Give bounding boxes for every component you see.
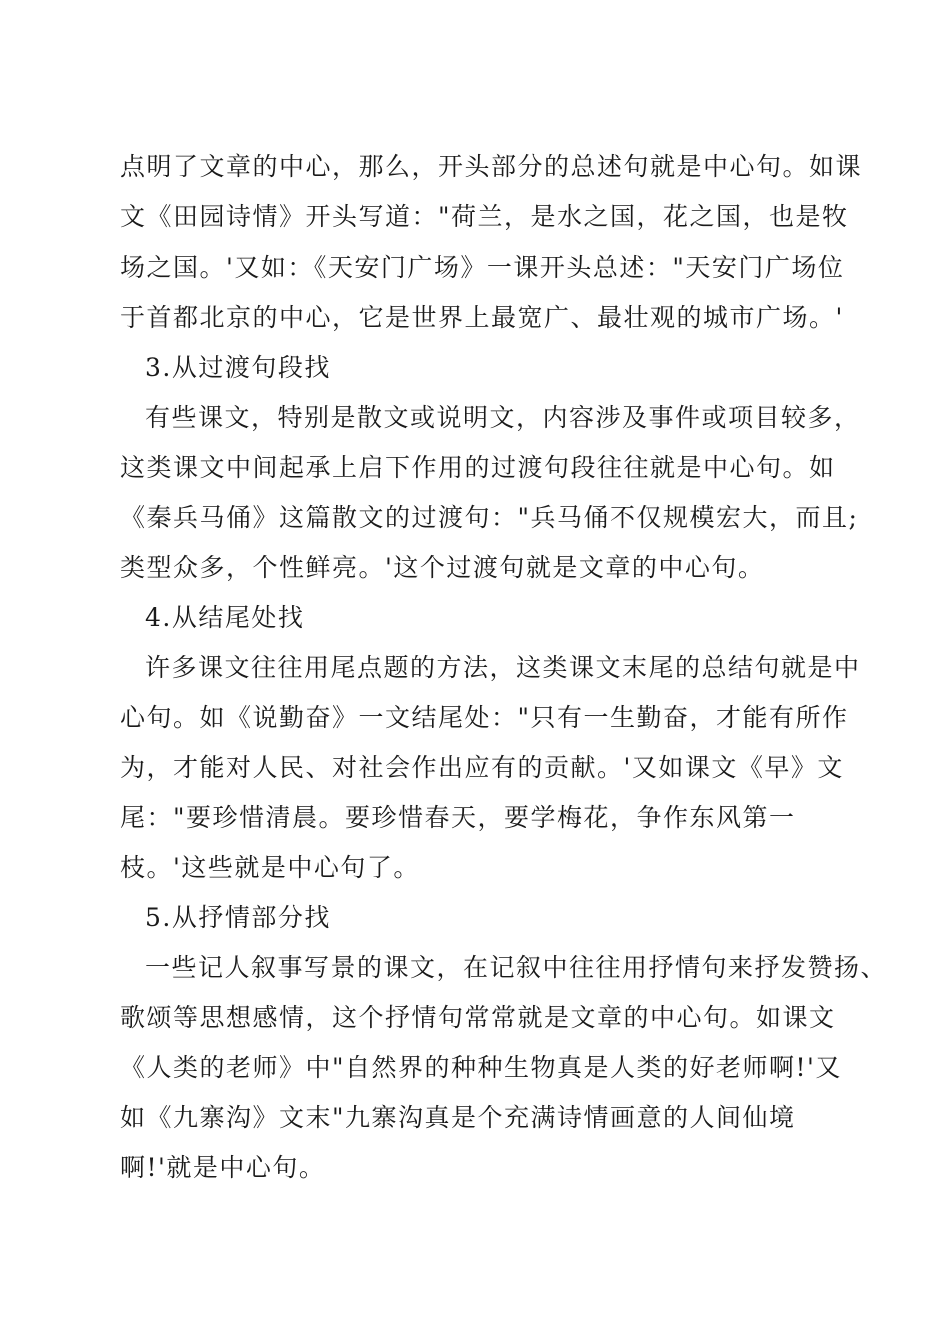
paragraph-line: 场之国。'又如：《天安门广场》一课开头总述："天安门广场位: [120, 253, 845, 282]
paragraph-line: 啊!'就是中心句。: [120, 1153, 326, 1182]
paragraph-line: 一些记人叙事写景的课文，在记叙中往往用抒情句来抒发赞扬、: [145, 953, 888, 982]
paragraph-line: 于首都北京的中心，它是世界上最宽广、最壮观的城市广场。': [120, 303, 844, 332]
paragraph-line: 文《田园诗情》开头写道："荷兰，是水之国，花之国，也是牧: [120, 202, 849, 231]
paragraph-line: 许多课文往往用尾点题的方法，这类课文末尾的总结句就是中: [145, 653, 861, 682]
paragraph-line: 为，才能对人民、对社会作出应有的贡献。'又如课文《早》文: [120, 753, 844, 782]
paragraph-line: 这类课文中间起承上启下作用的过渡句段往往就是中心句。如: [120, 453, 836, 482]
paragraph-line: 歌颂等思想感情，这个抒情句常常就是文章的中心句。如课文: [120, 1003, 836, 1032]
paragraph-line: 枝。'这些就是中心句了。: [120, 853, 420, 882]
paragraph-line: 尾："要珍惜清晨。要珍惜春天，要学梅花，争作东风第一: [120, 803, 796, 832]
section-heading: 3.从过渡句段找: [145, 353, 331, 382]
paragraph-line: 《秦兵马俑》这篇散文的过渡句："兵马俑不仅规模宏大，而且;: [120, 503, 859, 532]
paragraph-line: 点明了文章的中心，那么，开头部分的总述句就是中心句。如课: [120, 152, 863, 181]
paragraph-line: 类型众多，个性鲜亮。'这个过渡句就是文章的中心句。: [120, 553, 765, 582]
paragraph-line: 如《九寨沟》文末"九寨沟真是个充满诗情画意的人间仙境: [120, 1103, 796, 1132]
paragraph-line: 《人类的老师》中"自然界的种种生物真是人类的好老师啊!'又: [120, 1053, 842, 1082]
paragraph-line: 心句。如《说勤奋》一文结尾处："只有一生勤奋，才能有所作: [120, 703, 849, 732]
section-heading: 5.从抒情部分找: [145, 903, 331, 932]
paragraph-line: 有些课文，特别是散文或说明文，内容涉及事件或项目较多，: [145, 403, 861, 432]
section-heading: 4.从结尾处找: [145, 603, 305, 632]
